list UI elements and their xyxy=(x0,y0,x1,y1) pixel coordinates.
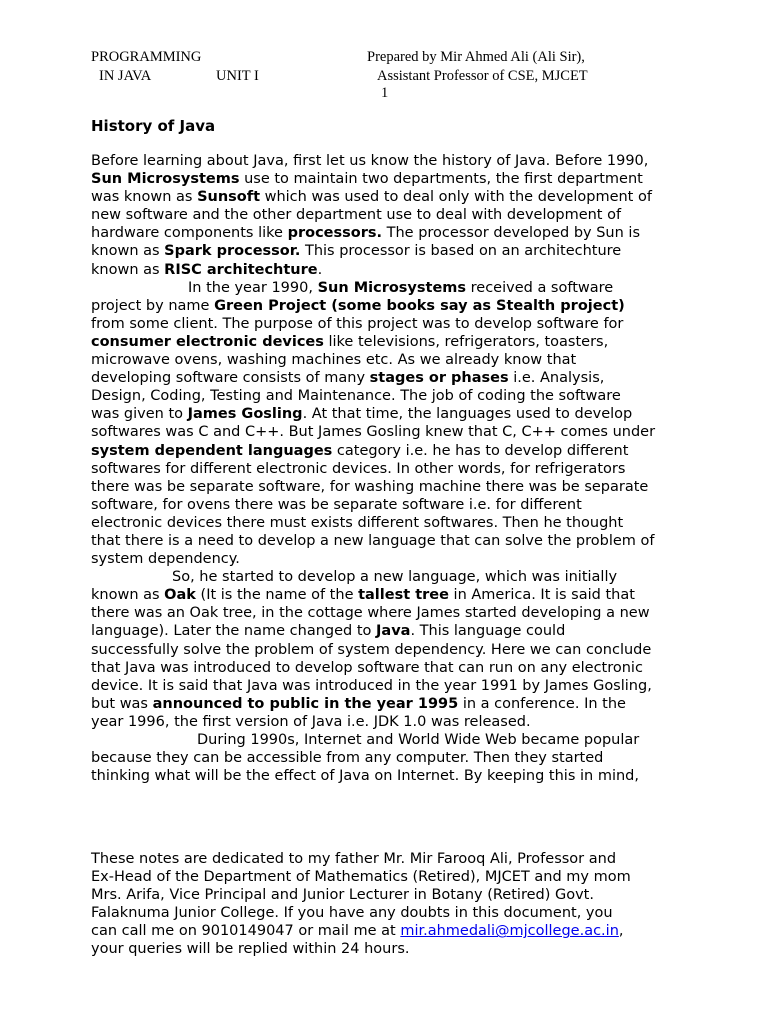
header-author: Prepared by Mir Ahmed Ali (Ali Sir), xyxy=(367,49,585,65)
footer-contact-line xyxy=(91,922,691,940)
text-run: Before learning about Java, first let us know the history of Java. Before 1990, xyxy=(91,153,649,169)
bold-term: Sun Microsystems xyxy=(317,279,467,296)
text-line xyxy=(91,568,691,586)
text-run: use to maintain two departments, the first department xyxy=(239,171,643,188)
bold-term: system dependent languages xyxy=(91,442,333,459)
text-line xyxy=(91,387,691,405)
text-run: known as xyxy=(91,243,165,260)
email-link[interactable]: mir.ahmedali@mjcollege.ac.in xyxy=(400,923,619,940)
header-subject-line1: PROGRAMMING xyxy=(91,49,202,65)
header-subject-line2: IN JAVA xyxy=(99,68,152,84)
text-run: system dependency. xyxy=(91,551,240,568)
text-line xyxy=(91,713,691,731)
footer-line: Mrs. Arifa, Vice Principal and Junior Lecturer in Botany (Retired) Govt. xyxy=(91,887,594,904)
bold-term: Sunsoft xyxy=(197,189,260,206)
text-run: year 1996, the first version of Java i.e. JDK 1.0 was released. xyxy=(91,713,531,730)
text-line xyxy=(91,279,691,297)
text-run: device. It is said that Java was introduced in the year 1991 by James Gosling, xyxy=(91,677,652,694)
text-run: was given to xyxy=(91,406,188,423)
text-run: softwares for different electronic devices. In other words, for refrigerators xyxy=(91,460,626,477)
contact-prefix: can call me on 9010149047 or mail me at xyxy=(91,923,401,940)
header-unit: UNIT I xyxy=(216,68,259,84)
text-run: (It is the name of the xyxy=(195,587,359,604)
header-author-title: Assistant Professor of CSE, MJCET xyxy=(377,68,588,84)
bold-term: announced to public in the year 1995 xyxy=(152,695,459,712)
text-run: . xyxy=(317,261,323,278)
paragraph-1 xyxy=(91,152,691,279)
contact-suffix: , xyxy=(618,923,624,940)
text-run: in America. It is said that xyxy=(448,587,635,604)
text-run: hardware components like xyxy=(91,225,288,242)
paragraph-3 xyxy=(91,568,691,731)
text-line xyxy=(91,767,691,785)
text-line xyxy=(91,405,691,423)
text-run: developing software consists of many xyxy=(91,370,370,387)
text-run: successfully solve the problem of system dependency. Here we can conclude xyxy=(91,641,652,658)
text-line xyxy=(91,622,691,640)
text-run: category i.e. he has to develop different xyxy=(332,442,629,459)
section-title: History of Java xyxy=(91,117,216,135)
text-run: was known as xyxy=(91,189,198,206)
text-line xyxy=(91,749,691,767)
text-run: This processor is based on an architechture xyxy=(300,243,622,260)
footer-line: your queries will be replied within 24 hours. xyxy=(91,941,410,958)
text-run: microwave ovens, washing machines etc. As we already know that xyxy=(91,352,577,369)
text-line xyxy=(91,731,691,749)
text-run: thinking what will be the effect of Java on Internet. By keeping this in mind, xyxy=(91,768,639,785)
bold-term: Green Project (some books say as Stealth project) xyxy=(214,297,625,314)
text-line xyxy=(91,677,691,695)
text-run: . This language could xyxy=(410,623,566,640)
text-run: So, he started to develop a new language, which was initially xyxy=(172,569,618,586)
bold-term: RISC architechture xyxy=(164,261,318,278)
text-run: that there is a need to develop a new language that can solve the problem of xyxy=(91,532,655,549)
text-line xyxy=(91,695,691,713)
text-run: like televisions, refrigerators, toasters, xyxy=(323,333,609,350)
paragraph-2 xyxy=(91,279,691,569)
document-body xyxy=(91,152,691,785)
text-run: there was an Oak tree, in the cottage where James started developing a new xyxy=(91,605,650,622)
text-run: project by name xyxy=(91,297,215,314)
text-run: there was be separate software, for washing machine there was be separate xyxy=(91,478,649,495)
text-line xyxy=(91,333,691,351)
bold-term: Java xyxy=(376,623,411,640)
text-run: In the year 1990, xyxy=(188,279,318,296)
text-line xyxy=(91,604,691,622)
text-run: language). Later the name changed to xyxy=(91,623,377,640)
text-run: that Java was introduced to develop software that can run on any electronic xyxy=(91,659,643,676)
bold-term: consumer electronic devices xyxy=(91,333,324,350)
text-line xyxy=(91,297,691,315)
dedication-note xyxy=(91,850,691,959)
text-run: but was xyxy=(91,695,153,712)
paragraph-4 xyxy=(91,731,691,785)
footer-line: Falaknuma Junior College. If you have any doubts in this document, you xyxy=(91,905,613,922)
bold-term: Spark processor. xyxy=(164,243,301,260)
text-line xyxy=(91,532,691,550)
text-line xyxy=(91,224,691,242)
text-line xyxy=(91,188,691,206)
text-run: . At that time, the languages used to develop xyxy=(302,406,633,423)
text-line xyxy=(91,206,691,224)
text-line xyxy=(91,496,691,514)
text-line xyxy=(91,315,691,333)
bold-term: stages or phases xyxy=(369,370,509,387)
text-run: During 1990s, Internet and World Wide Web became popular xyxy=(197,732,640,748)
text-line xyxy=(91,170,691,188)
text-run: in a conference. In the xyxy=(458,695,626,712)
text-run: because they can be accessible from any computer. Then they started xyxy=(91,750,604,767)
text-run: new software and the other department use to deal with development of xyxy=(91,207,622,224)
text-run: from some client. The purpose of this project was to develop software for xyxy=(91,315,624,332)
text-line xyxy=(91,423,691,441)
text-run: known as xyxy=(91,587,165,604)
text-run: software, for ovens there was be separate software i.e. for different xyxy=(91,496,582,513)
bold-term: Oak xyxy=(164,587,196,604)
bold-term: Sun Microsystems xyxy=(91,171,240,188)
text-line xyxy=(91,460,691,478)
text-line xyxy=(91,514,691,532)
text-line xyxy=(91,550,691,568)
text-run: Design, Coding, Testing and Maintenance. The job of coding the software xyxy=(91,388,621,405)
text-run: electronic devices there must exists different softwares. Then he thought xyxy=(91,514,624,531)
text-run: The processor developed by Sun is xyxy=(382,225,640,242)
bold-term: processors. xyxy=(287,225,383,242)
text-line xyxy=(91,369,691,387)
footer-line: Ex-Head of the Department of Mathematics (Retired), MJCET and my mom xyxy=(91,869,631,886)
text-line xyxy=(91,152,691,170)
text-line xyxy=(91,641,691,659)
text-line xyxy=(91,261,691,279)
footer-line: These notes are dedicated to my father Mr. Mir Farooq Ali, Professor and xyxy=(91,851,617,867)
text-run: i.e. Analysis, xyxy=(508,370,605,387)
text-line xyxy=(91,242,691,260)
text-run: softwares was C and C++. But James Gosling knew that C, C++ comes under xyxy=(91,424,656,441)
text-line xyxy=(91,478,691,496)
text-line xyxy=(91,586,691,604)
text-run: known as xyxy=(91,261,165,278)
text-run: which was used to deal only with the development of xyxy=(260,189,652,206)
page-number: 1 xyxy=(381,85,389,101)
bold-term: tallest tree xyxy=(358,587,449,604)
text-line xyxy=(91,442,691,460)
text-line xyxy=(91,659,691,677)
text-run: received a software xyxy=(466,279,614,296)
text-line xyxy=(91,351,691,369)
bold-term: James Gosling xyxy=(187,406,303,423)
